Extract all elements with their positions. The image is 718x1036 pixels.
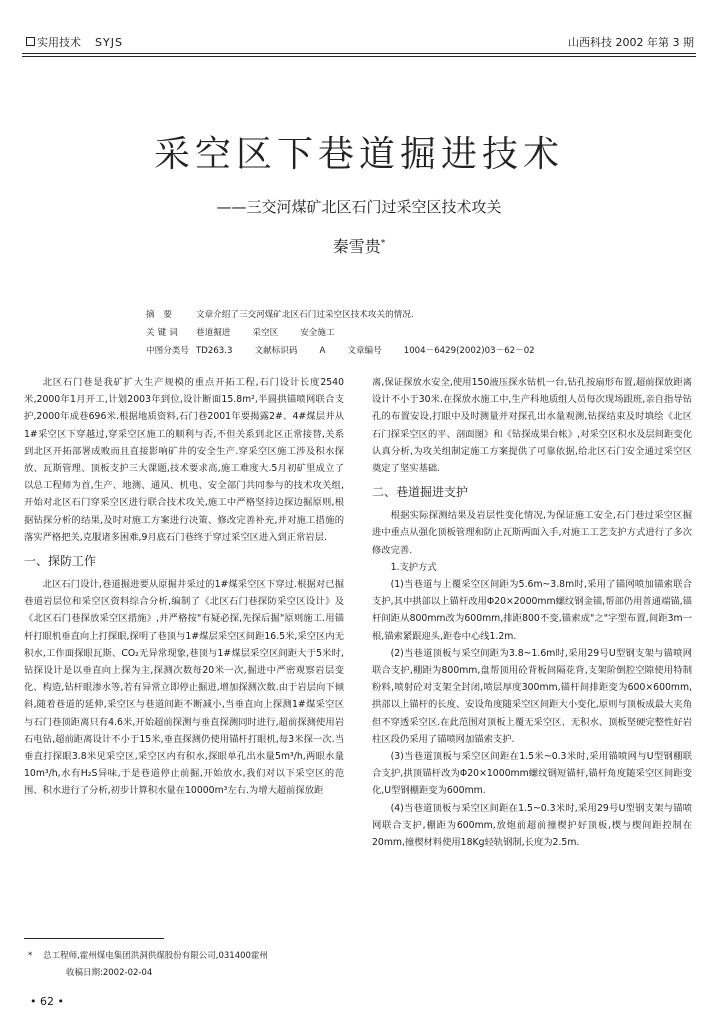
section-heading: 二、巷道掘进支护 — [372, 485, 469, 500]
paragraph: 离,保证探放水安全,使用150液压探水钻机一台,钻孔按扇形布置,超前探放距离设计不小于30米.在探放水施工中,生产科地质组人员每次现场跟班,亲自指导钻孔的布置安设,打眼中及时测量并对探孔出水量观测,钻探结束及时填绘《北区石门探采空区的平、剖面图》和《钻探成果台帐》,对采空区积水及层间距变化认真分析,为攻关组制定施工方案提供了可靠依据,给北区石门安全通过采空区奠定了坚实基础. — [372, 377, 692, 475]
paragraph: 北区石门巷是我矿扩大生产规模的重点开拓工程,石门设计长度2540米,2000年1月开工,计划2003年到位,设计断面15.8m²,半圆拱锚喷网联合支护,2000年成巷696米.根据地质资料,石门巷2001年要揭露2#、4#煤层并从1#采空区下穿越过,穿采空区施工的顺利与否,不但关系到北区正常接替,关系到北区开拓部署成败而且直接影响矿井的安全生产.穿采空区施工涉及积水探放、瓦斯管理、顶板支护三大课题,技术要求高,施工难度大.5月初矿里成立了以总工程师为首,生产、地测、通风、机电、安全部门共同参与的技术攻关组,开始对北区石门穿采空区进行联合技术攻关,施工中严格坚持边探边掘原则,根据钻探分析的结果,及时对施工方案进行决策、修改完善补充,并对施工措施的落实严格把关,克服诸多困难,9月底石门巷终于穿过采空区进入到正常岩层. — [24, 377, 344, 543]
paragraph: 根据实际探测结果及岩层性变化情况,为保证施工安全,石门巷过采空区掘进中重点从强化顶板管理和防止瓦斯两面入手,对施工工艺支护方式进行了多次修改完善. — [372, 510, 692, 556]
keywords: 关键词 巷道掘进 采空区 安全施工 — [146, 328, 335, 338]
footnote-affiliation: * 总工程师,霍州煤电集团洪洞供煤股份有限公司,031400霍州 — [28, 951, 268, 961]
footnote-received: 收稿日期:2002-02-04 — [66, 968, 153, 978]
running-header — [26, 34, 694, 52]
column-left — [24, 374, 344, 800]
header-rule-top — [22, 53, 696, 54]
abstract: 摘 要 文章介绍了三交河煤矿北区石门过采空区技术攻关的情况. — [146, 310, 414, 320]
page-number: • 62 • — [30, 995, 64, 1008]
square-icon — [26, 37, 35, 46]
list-item: (2)当巷道顶板与采空间距为3.8~1.6m时,采用29号U型钢支架与锚喷网联合支护,棚距为800mm,盘帮顶用砼背板间隔花背,支架阶倒腔空隙使用特制粉料,喷射砼对支架全封闭,喷层厚度300mm,锚杆间排距变为600×600mm,拱部以上锚杆的长度、安设角度随采空区间距大小变化,原则与顶板成最大夹角但不穿透采空区.在此范围对顶板上覆无采空区、无积水、顶板坚硬完整性好岩柱区段仍采用了锚喷网加锚索支护. — [372, 647, 692, 745]
article-title: 采空区下巷道掘进技术 — [153, 134, 564, 175]
list-item: (3)当巷道顶板与采空区间距在1.5米~0.3米时,采用锚喷网与U型钢棚联合支护,拱顶锚杆改为Φ20×1000mm螺纹钢短锚杆,锚杆角度随采空区间距变化,U型钢棚距变为600mm. — [372, 751, 692, 797]
article-author: 秦雪贵* — [332, 237, 386, 256]
article-subtitle: ——三交河煤矿北区石门过采空区技术攻关 — [216, 198, 502, 216]
section-heading: 一、探防工作 — [24, 554, 97, 569]
column-right — [372, 374, 692, 851]
header-rule-bottom — [22, 56, 696, 57]
classification-line: 中图分类号 TD263.3 文献标识码 A 文章编号 1004－6429(2002)03－62－02 — [146, 346, 535, 356]
column-label: 实用技术 SYJS — [26, 34, 123, 50]
journal-label: 山西科技 2002 年第 3 期 — [568, 36, 694, 49]
list-item: (4)当巷道顶板与采空区间距在1.5~0.3米时,采用29号U型钢支架与锚喷网联合支护,棚距为600mm,放炮前超前撞楔护好顶板,楔与楔间距控制在20mm,撞楔材料使用18Kg轻轨钢制,长度为2.5m. — [372, 802, 692, 849]
subheading: 1.支护方式 — [390, 561, 437, 573]
paragraph: 北区石门设计,巷道掘进要从原掘井采过的1#煤采空区下穿过.根据对已掘巷道岩层位和采空区资料综合分析,编制了《北区石门巷探防采空区设计》及《北区石门巷探放采空区措施》,并严格按"有疑必探,先探后掘"原则施工.用锚杆打眼机垂直向上打探眼,探明了巷顶与1#煤层采空区间距16.5米,采空区内无积水,工作面探眼瓦斯、CO₂无异常现象,巷顶与1#煤层采空区间距大于5米时,钻探设计是以垂直向上探为主,探测次数每20米一次,掘进中严密观察岩层变化、构造,钻杆眼渗水等,若有异常立即停止掘进,增加探测次数.由于岩层向下倾斜,随着巷道的延伸,采空区与巷道间距不断减小,当垂直向上探测1#煤采空区与石门巷顶距离只有4.6米,开始超前探测与垂直探测同时进行,超前探测使用岩石电钻,超前距离设计不小于15米,垂直探测仍使用锚杆打眼机,每3米探一次.当垂直打探眼3.8米见采空区,采空区内有积水,探眼单孔出水量5m³/h,两眼水量10m³/h,水有H₂S异味,于是巷道停止前掘,开始放水,我们对以下采空区的范围、积水进行了分析,初步计算积水量在10000m³左右.为增大超前探放距 — [24, 579, 344, 797]
list-item: (1)当巷道与上覆采空区间距为5.6m~3.8m时,采用了锚网喷加锚索联合支护,其中拱部以上锚杆改用Φ20×2000mm螺纹钢金锚,帮部仍用普通端锚,锚杆间距从800mm改为600mm,排距800不变,锚索成"之"字型布置,间距3m一根,锚索紧跟迎头,距卷中心线1.2m. — [372, 579, 692, 642]
footnote-rule — [24, 938, 164, 939]
